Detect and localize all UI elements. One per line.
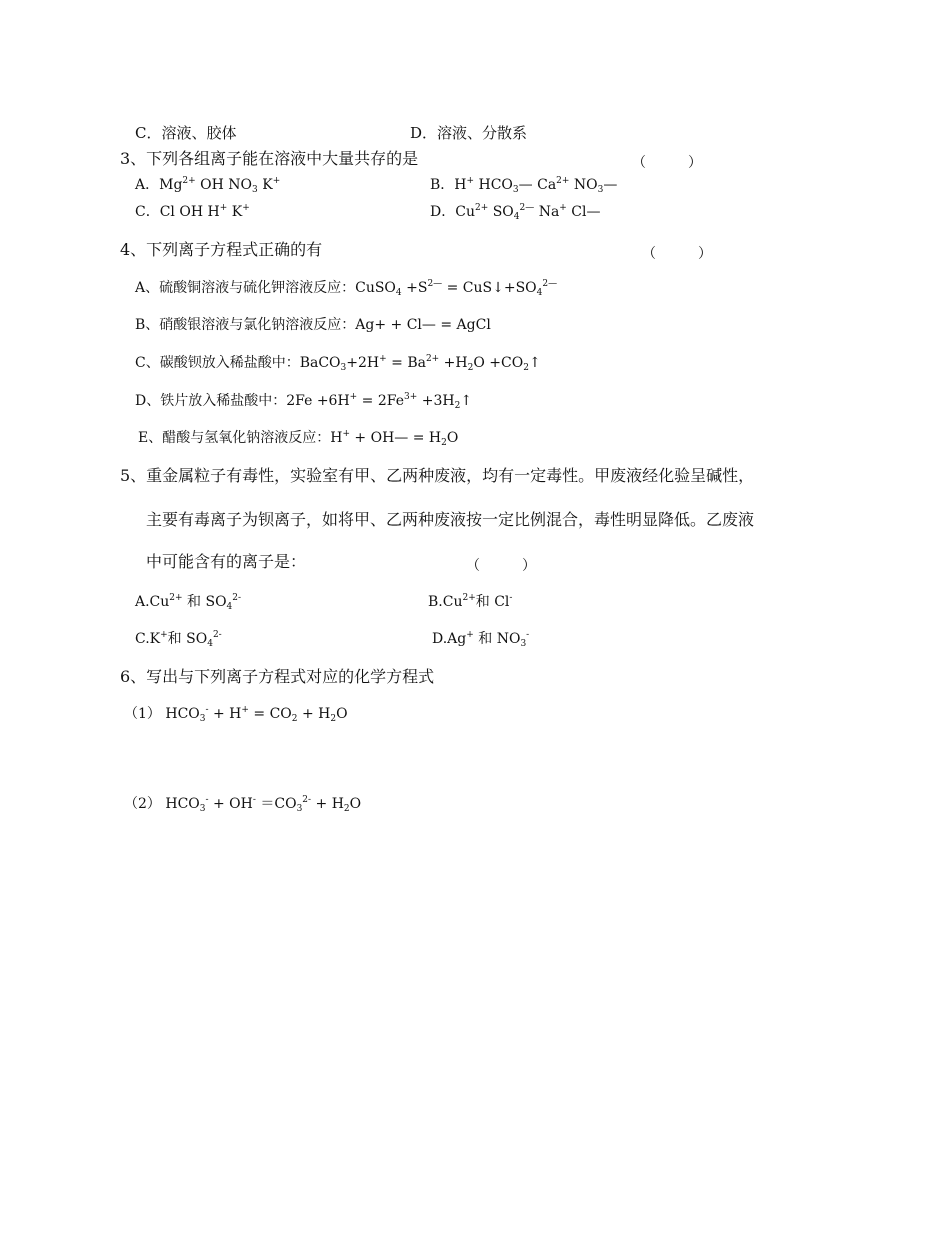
q6-equation-1: （1） $HCO_3^- + H^+ = CO_2 + H_2O$ [124, 705, 348, 724]
q5-answer-blank: （ ） [466, 558, 536, 574]
q4-option-b: B、硝酸银溶液与氯化钠溶液反应：Ag+ + Cl— = AgCl [135, 317, 491, 333]
q2-option-d: D．溶液、分散系 [410, 124, 528, 142]
q3-answer-blank: （ ） [632, 155, 702, 171]
q5-option-a: $A.Cu^{2+}$ 和 $SO_4^{2-}$ [135, 593, 242, 612]
q4-option-e: E、醋酸与氢氧化钠溶液反应：H+ + OH— = $H_2O$ [138, 429, 459, 448]
q5-option-c: C.K+和 $SO_4^{2-}$ [135, 630, 222, 649]
q5-stem-line-3: 中可能含有的离子是： [146, 552, 307, 571]
q3-option-d: D．$Cu^{2+}$ $SO_4^{2—}$ Na+ Cl— [430, 203, 601, 222]
q3-option-b: B．H+ $HCO_3—$ $Ca^{2+}$ $NO_3—$ [430, 176, 618, 195]
q5-stem-line-2: 主要有毒离子为钡离子，如将甲、乙两种废液按一定比例混合，毒性明显降低。乙废液 [146, 510, 755, 529]
q6-equation-2: （2） $HCO_3^- + OH^- =CO_3^{2-} + H_2O$ [124, 795, 362, 814]
q4-answer-blank: （ ） [642, 246, 712, 262]
q4-option-a: A、硫酸铜溶液与硫化钾溶液反应：CuSO$_4$ $+S^{2—}$ = $CuS↓+SO_4^{2—}$ [135, 279, 558, 298]
q3-option-a: A．$Mg^{2+}$ OH $NO_3$ K+ [135, 176, 281, 195]
q2-option-c: C．溶液、胶体 [135, 124, 237, 142]
q5-option-d: D.Ag+ 和 $NO_3^-$ [432, 630, 530, 649]
q4-stem: 4、下列离子方程式正确的有 [120, 240, 323, 259]
q3-option-c: C．Cl OH H+ K+ [135, 203, 250, 220]
q6-stem: 6、写出与下列离子方程式对应的化学方程式 [120, 667, 435, 686]
q5-option-b: $B.Cu^{2+}$和 Cl- [428, 593, 513, 610]
q5-stem-line-1: 5、重金属粒子有毒性，实验室有甲、乙两种废液，均有一定毒性。甲废液经化验呈碱性， [120, 466, 755, 485]
q4-option-c: C、碳酸钡放入稀盐酸中：BaCO$_3$+2H+ = $Ba^{2+} +H_2O$ $+CO_2↑$ [135, 354, 541, 373]
q3-stem: 3、下列各组离子能在溶液中大量共存的是 [120, 149, 419, 168]
q4-option-d: D、铁片放入稀盐酸中：$2Fe +6H^+ = 2Fe^{3+}$ $+3H_2↑$ [135, 392, 473, 411]
